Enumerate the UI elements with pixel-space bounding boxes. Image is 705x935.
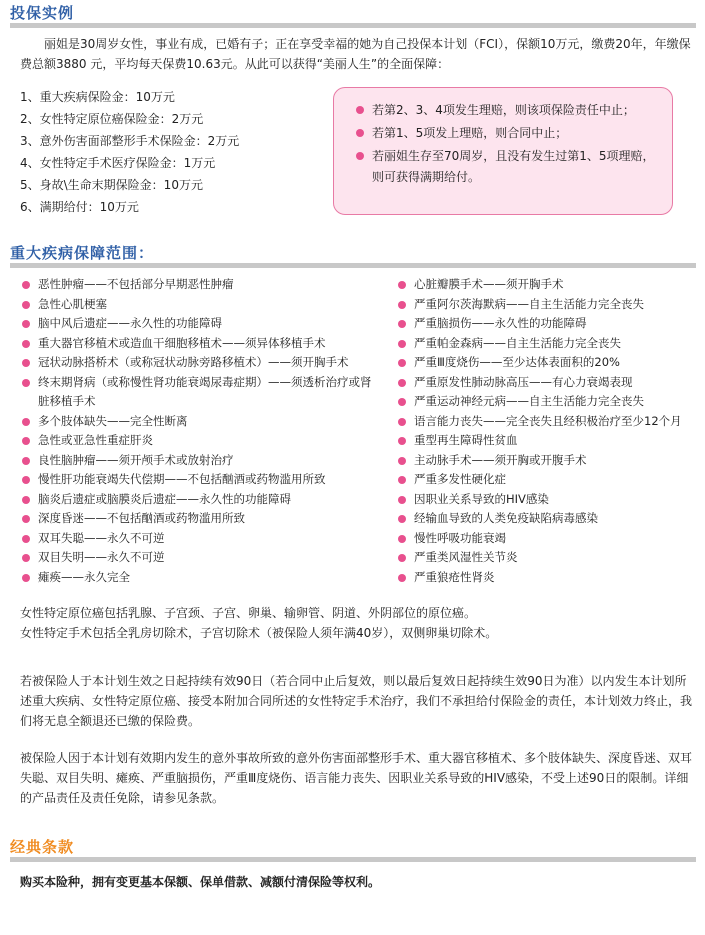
disease-item-text: 双耳失聪——永久不可逆 [38, 530, 165, 545]
disease-item [398, 373, 698, 393]
disease-item [22, 373, 377, 412]
bullet-dot-icon [22, 437, 30, 445]
surgery-definition: 女性特定手术包括全乳房切除术，子宫切除术（被保险人须年满40岁），双侧卵巢切除术。 [20, 626, 498, 640]
benefit-item: 2、女性特定原位癌保险金：2万元 [20, 112, 204, 126]
disease-item-text: 重大器官移植术或造血干细胞移植术——须异体移植手术 [38, 335, 326, 350]
disease-item [22, 295, 377, 315]
bullet-dot-icon [22, 340, 30, 348]
disease-item-text: 瘫痪——永久完全 [38, 569, 130, 584]
disease-item [398, 509, 698, 529]
bullet-dot-icon [22, 301, 30, 309]
bullet-dot-icon [398, 398, 406, 406]
benefit-item: 4、女性特定手术医疗保险金：1万元 [20, 156, 216, 170]
disease-item-text: 严重类风湿性关节炎 [414, 550, 518, 564]
disease-item-text: 主动脉手术——须开胸或开腹手术 [414, 452, 587, 467]
disease-item-text: 双目失明——永久不可逆 [38, 550, 165, 564]
bullet-dot-icon [398, 437, 406, 445]
disease-item-text: 急性心肌梗塞 [38, 296, 107, 311]
disease-item [22, 568, 377, 588]
disease-item-text: 冠状动脉搭桥术（或称冠状动脉旁路移植术）——须开胸手术 [38, 355, 349, 369]
bullet-dot-icon [22, 554, 30, 562]
notes-box [333, 87, 673, 215]
benefits-list [20, 86, 239, 218]
disease-item [398, 353, 698, 373]
bullet-dot-icon [398, 476, 406, 484]
bullet-dot-icon [398, 301, 406, 309]
bullet-dot-icon [22, 418, 30, 426]
disease-item [22, 334, 377, 354]
bullet-dot-icon [398, 320, 406, 328]
disease-item [398, 490, 698, 510]
intro-paragraph: 丽姐是30周岁女性，事业有成，已婚有子；正在享受幸福的她为自己投保本计划（FCI），保额10万元，缴费20年，年缴保费总额3880 元，平均每天保费10.63元。从此可以获得“美丽人生”的全面保障： [20, 37, 691, 71]
note-item-text: 若第2、3、4项发生理赔，则该项保险责任中止； [372, 103, 635, 117]
disease-list-right [398, 275, 698, 587]
disease-item [398, 412, 698, 432]
disease-item [22, 314, 377, 334]
note-item [356, 146, 662, 188]
bullet-dot-icon [398, 457, 406, 465]
disease-item-text: 深度昏迷——不包括酗酒或药物滥用所致 [38, 511, 245, 525]
disease-list-left [22, 275, 377, 587]
bullet-dot-icon [398, 281, 406, 289]
bullet-dot-icon [22, 496, 30, 504]
disease-item [22, 451, 377, 471]
disease-item [398, 451, 698, 471]
disease-item [398, 548, 698, 568]
bullet-dot-icon [398, 418, 406, 426]
disease-item-text: 严重阿尔茨海默病——自主生活能力完全丧失 [414, 296, 644, 311]
section-title-coverage: 重大疾病保障范围： [10, 244, 155, 262]
disease-item-text: 严重原发性肺动脉高压——有心力衰竭表现 [414, 374, 633, 389]
disease-item [22, 548, 377, 568]
bullet-dot-icon [356, 106, 364, 114]
waiting-period-paragraph: 若被保险人于本计划生效之日起持续有效90日（若合同中止后复效，则以最后复效日起持续生效90日为准）以内发生本计划所述重大疾病、女性特定原位癌、接受本附加合同所述的女性特定手术治疗，我们不承担给付保险金的责任，本计划效力终止，我们将无息全额退还已缴的保险费。 [20, 674, 693, 728]
disease-item [398, 314, 698, 334]
note-item [356, 123, 662, 144]
disease-item [398, 431, 698, 451]
bullet-dot-icon [398, 515, 406, 523]
disease-item-text: 良性脑肿瘤——须开颅手术或放射治疗 [38, 452, 234, 467]
disease-item [398, 392, 698, 412]
bullet-dot-icon [22, 457, 30, 465]
bullet-dot-icon [398, 340, 406, 348]
benefit-item: 3、意外伤害面部整形手术保险金：2万元 [20, 134, 240, 148]
disease-item-text: 慢性肝功能衰竭失代偿期——不包括酗酒或药物滥用所致 [38, 472, 326, 486]
disease-item-text: 终末期肾病（或称慢性肾功能衰竭尿毒症期）——须透析治疗或肾脏移植手术 [38, 374, 372, 408]
bullet-dot-icon [398, 554, 406, 562]
disease-item-text: 严重帕金森病——自主生活能力完全丧失 [414, 335, 621, 350]
bullet-dot-icon [22, 320, 30, 328]
disease-item-text: 多个肢体缺失——完全性断离 [38, 413, 188, 428]
disease-item [22, 412, 377, 432]
bullet-dot-icon [398, 574, 406, 582]
note-item-text: 若丽姐生存至70周岁，且没有发生过第1、5项理赔，则可获得满期给付。 [372, 149, 655, 184]
disease-item-text: 脑中风后遗症——永久性的功能障碍 [38, 316, 222, 330]
disease-item [22, 353, 377, 373]
disease-item-text: 严重Ⅲ度烧伤——至少达体表面积的20% [414, 355, 620, 369]
disease-item-text: 语言能力丧失——完全丧失且经积极治疗至少12个月 [414, 413, 682, 428]
bullet-dot-icon [22, 515, 30, 523]
disease-item-text: 慢性呼吸功能衰竭 [414, 530, 506, 545]
disease-item [22, 490, 377, 510]
disease-item [22, 509, 377, 529]
disease-item [398, 568, 698, 588]
disease-item-text: 严重狼疮性肾炎 [414, 569, 495, 584]
note-item-text: 若第1、5项发上理赔，则合同中止； [372, 126, 568, 140]
bullet-dot-icon [22, 535, 30, 543]
disease-item-text: 心脏瓣膜手术——须开胸手术 [414, 277, 564, 291]
accident-exemption-paragraph: 被保险人因于本计划有效期内发生的意外事故所致的意外伤害面部整形手术、重大器官移植术、多个肢体缺失、深度昏迷、双耳失聪、双目失明、瘫痪、严重脑损伤，严重Ⅲ度烧伤、语言能力丧失、因职业关系导致的HIV感染，不受上述90日的限制。详细的产品责任及责任免除，请参见条款。 [20, 751, 693, 805]
benefit-item: 5、身故\生命末期保险金：10万元 [20, 178, 203, 192]
bullet-dot-icon [22, 281, 30, 289]
note-item [356, 100, 662, 121]
bullet-dot-icon [356, 129, 364, 137]
benefit-item: 1、重大疾病保险金：10万元 [20, 90, 175, 104]
disease-item [398, 470, 698, 490]
bullet-dot-icon [22, 359, 30, 367]
bullet-dot-icon [398, 359, 406, 367]
disease-item-text: 经输血导致的人类免疫缺陷病毒感染 [414, 511, 598, 525]
disease-item-text: 急性或亚急性重症肝炎 [38, 433, 153, 447]
section-title-classic: 经典条款 [10, 838, 75, 856]
disease-item [398, 334, 698, 354]
disease-item [398, 529, 698, 549]
disease-item-text: 恶性肿瘤——不包括部分早期恶性肿瘤 [38, 277, 234, 291]
bullet-dot-icon [22, 379, 30, 387]
disease-item-text: 重型再生障碍性贫血 [414, 433, 518, 447]
bullet-dot-icon [356, 152, 364, 160]
bullet-dot-icon [398, 535, 406, 543]
disease-item-text: 严重脑损伤——永久性的功能障碍 [414, 316, 587, 330]
cancer-definition: 女性特定原位癌包括乳腺、子宫颈、子宫、卵巢、输卵管、阴道、外阴部位的原位癌。 [20, 606, 477, 620]
disease-item [22, 470, 377, 490]
disease-item [398, 295, 698, 315]
section-divider [10, 263, 696, 268]
disease-item-text: 严重运动神经元病——自主生活能力完全丧失 [414, 394, 644, 408]
section-title-example: 投保实例 [10, 4, 75, 22]
disease-item-text: 严重多发性硬化症 [414, 472, 506, 486]
disease-item [22, 529, 377, 549]
bullet-dot-icon [22, 574, 30, 582]
section-divider [10, 857, 696, 862]
disease-item-text: 因职业关系导致的HIV感染 [414, 491, 549, 506]
disease-item-text: 脑炎后遗症或脑膜炎后遗症——永久性的功能障碍 [38, 491, 291, 506]
section-divider [10, 23, 696, 28]
disease-item [22, 431, 377, 451]
bullet-dot-icon [22, 476, 30, 484]
bullet-dot-icon [398, 379, 406, 387]
disease-item [22, 275, 377, 295]
classic-terms-text: 购买本险种，拥有变更基本保额、保单借款、减额付清保险等权利。 [20, 875, 381, 889]
bullet-dot-icon [398, 496, 406, 504]
disease-item [398, 275, 698, 295]
benefit-item: 6、满期给付：10万元 [20, 200, 139, 214]
